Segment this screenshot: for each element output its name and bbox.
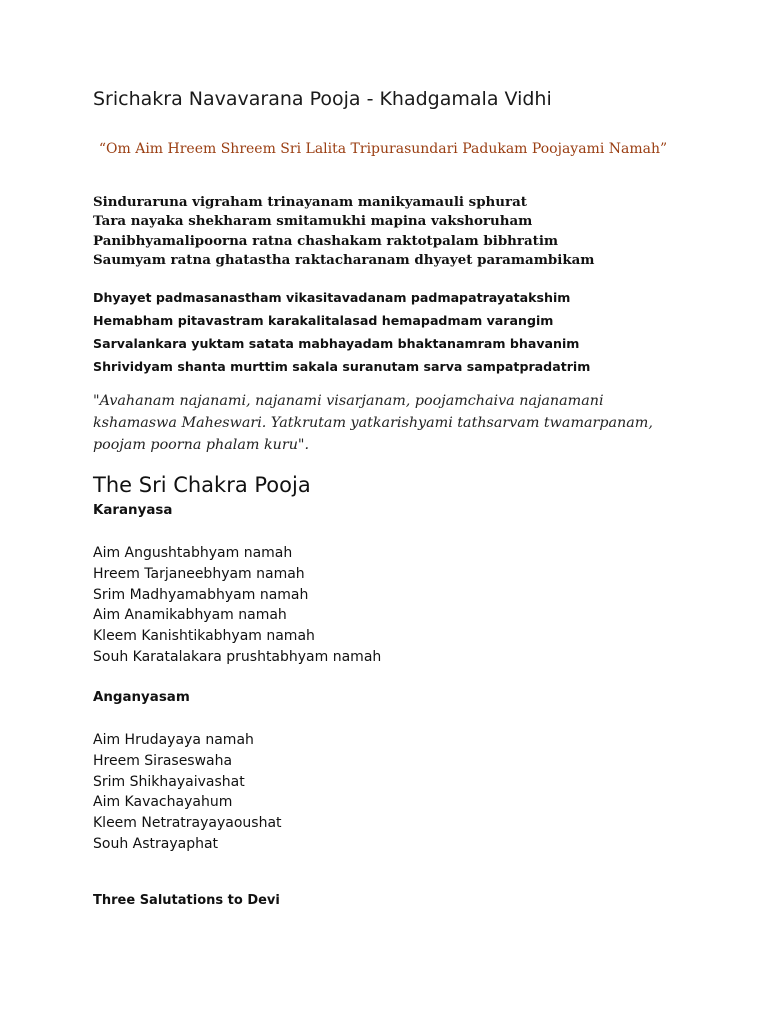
verse-line: Dhyayet padmasanastham vikasitavadanam padmapatrayatakshim: [93, 290, 571, 305]
list-item: Hreem Siraseswaha: [93, 752, 233, 769]
verse-line: Panibhyamalipoorna ratna chashakam raktotpalam bibhratim: [93, 232, 559, 249]
anganyasam-heading: Anganyasam: [93, 690, 190, 705]
verse-line: Saumyam ratna ghatastha raktacharanam dhyayet paramambikam: [93, 251, 595, 268]
list-item: Aim Anamikabhyam namah: [93, 607, 287, 624]
list-item: Hreem Tarjaneebhyam namah: [93, 565, 305, 582]
verse-line: Hemabham pitavastram karakalitalasad hemapadmam varangim: [93, 313, 554, 328]
verse-line: Tara nayaka shekharam smitamukhi mapina vakshoruham: [93, 213, 533, 230]
list-item: Souh Karatalakara prushtabhyam namah: [93, 648, 382, 665]
karanyasa-heading: Karanyasa: [93, 503, 173, 518]
list-item: Aim Kavachayahum: [93, 794, 233, 811]
invocation-text: “Om Aim Hreem Shreem Sri Lalita Tripurasundari Padukam Poojayami Namah”: [98, 141, 668, 157]
list-item: Srim Madhyamabhyam namah: [93, 586, 309, 603]
salutations-heading: Three Salutations to Devi: [93, 893, 280, 908]
list-item: Souh Astrayaphat: [93, 835, 219, 852]
list-item: Aim Hrudayaya namah: [93, 732, 254, 748]
list-item: Kleem Netratrayayaoushat: [93, 815, 282, 832]
verse-line: Shrividyam shanta murttim sakala suranutam sarva sampatpradatrim: [93, 359, 591, 374]
document-title: Srichakra Navavarana Pooja - Khadgamala Vidhi: [93, 88, 552, 110]
dhyana-verse-sans: [93, 286, 590, 378]
karanyasa-list: [93, 543, 381, 668]
verse-line: Sinduraruna vigraham trinayanam manikyamauli sphurat: [93, 194, 527, 210]
list-item: Kleem Kanishtikabhyam namah: [93, 628, 315, 645]
list-item: Aim Angushtabhyam namah: [93, 545, 293, 561]
kshama-prayer: "Avahanam najanami, najanami visarjanam, poojamchaiva najanamani kshamaswa Maheswari. Yatkrutam yatkarishyami tathsarvam twamarpanam, poojam poorna phalam kuru".: [93, 393, 653, 453]
verse-line: Sarvalankara yuktam satata mabhayadam bhaktanamram bhavanim: [93, 336, 580, 351]
section-heading: The Sri Chakra Pooja: [93, 473, 311, 497]
list-item: Srim Shikhayaivashat: [93, 773, 245, 790]
dhyana-verse-serif: [93, 193, 594, 270]
anganyasam-list: [93, 730, 282, 855]
